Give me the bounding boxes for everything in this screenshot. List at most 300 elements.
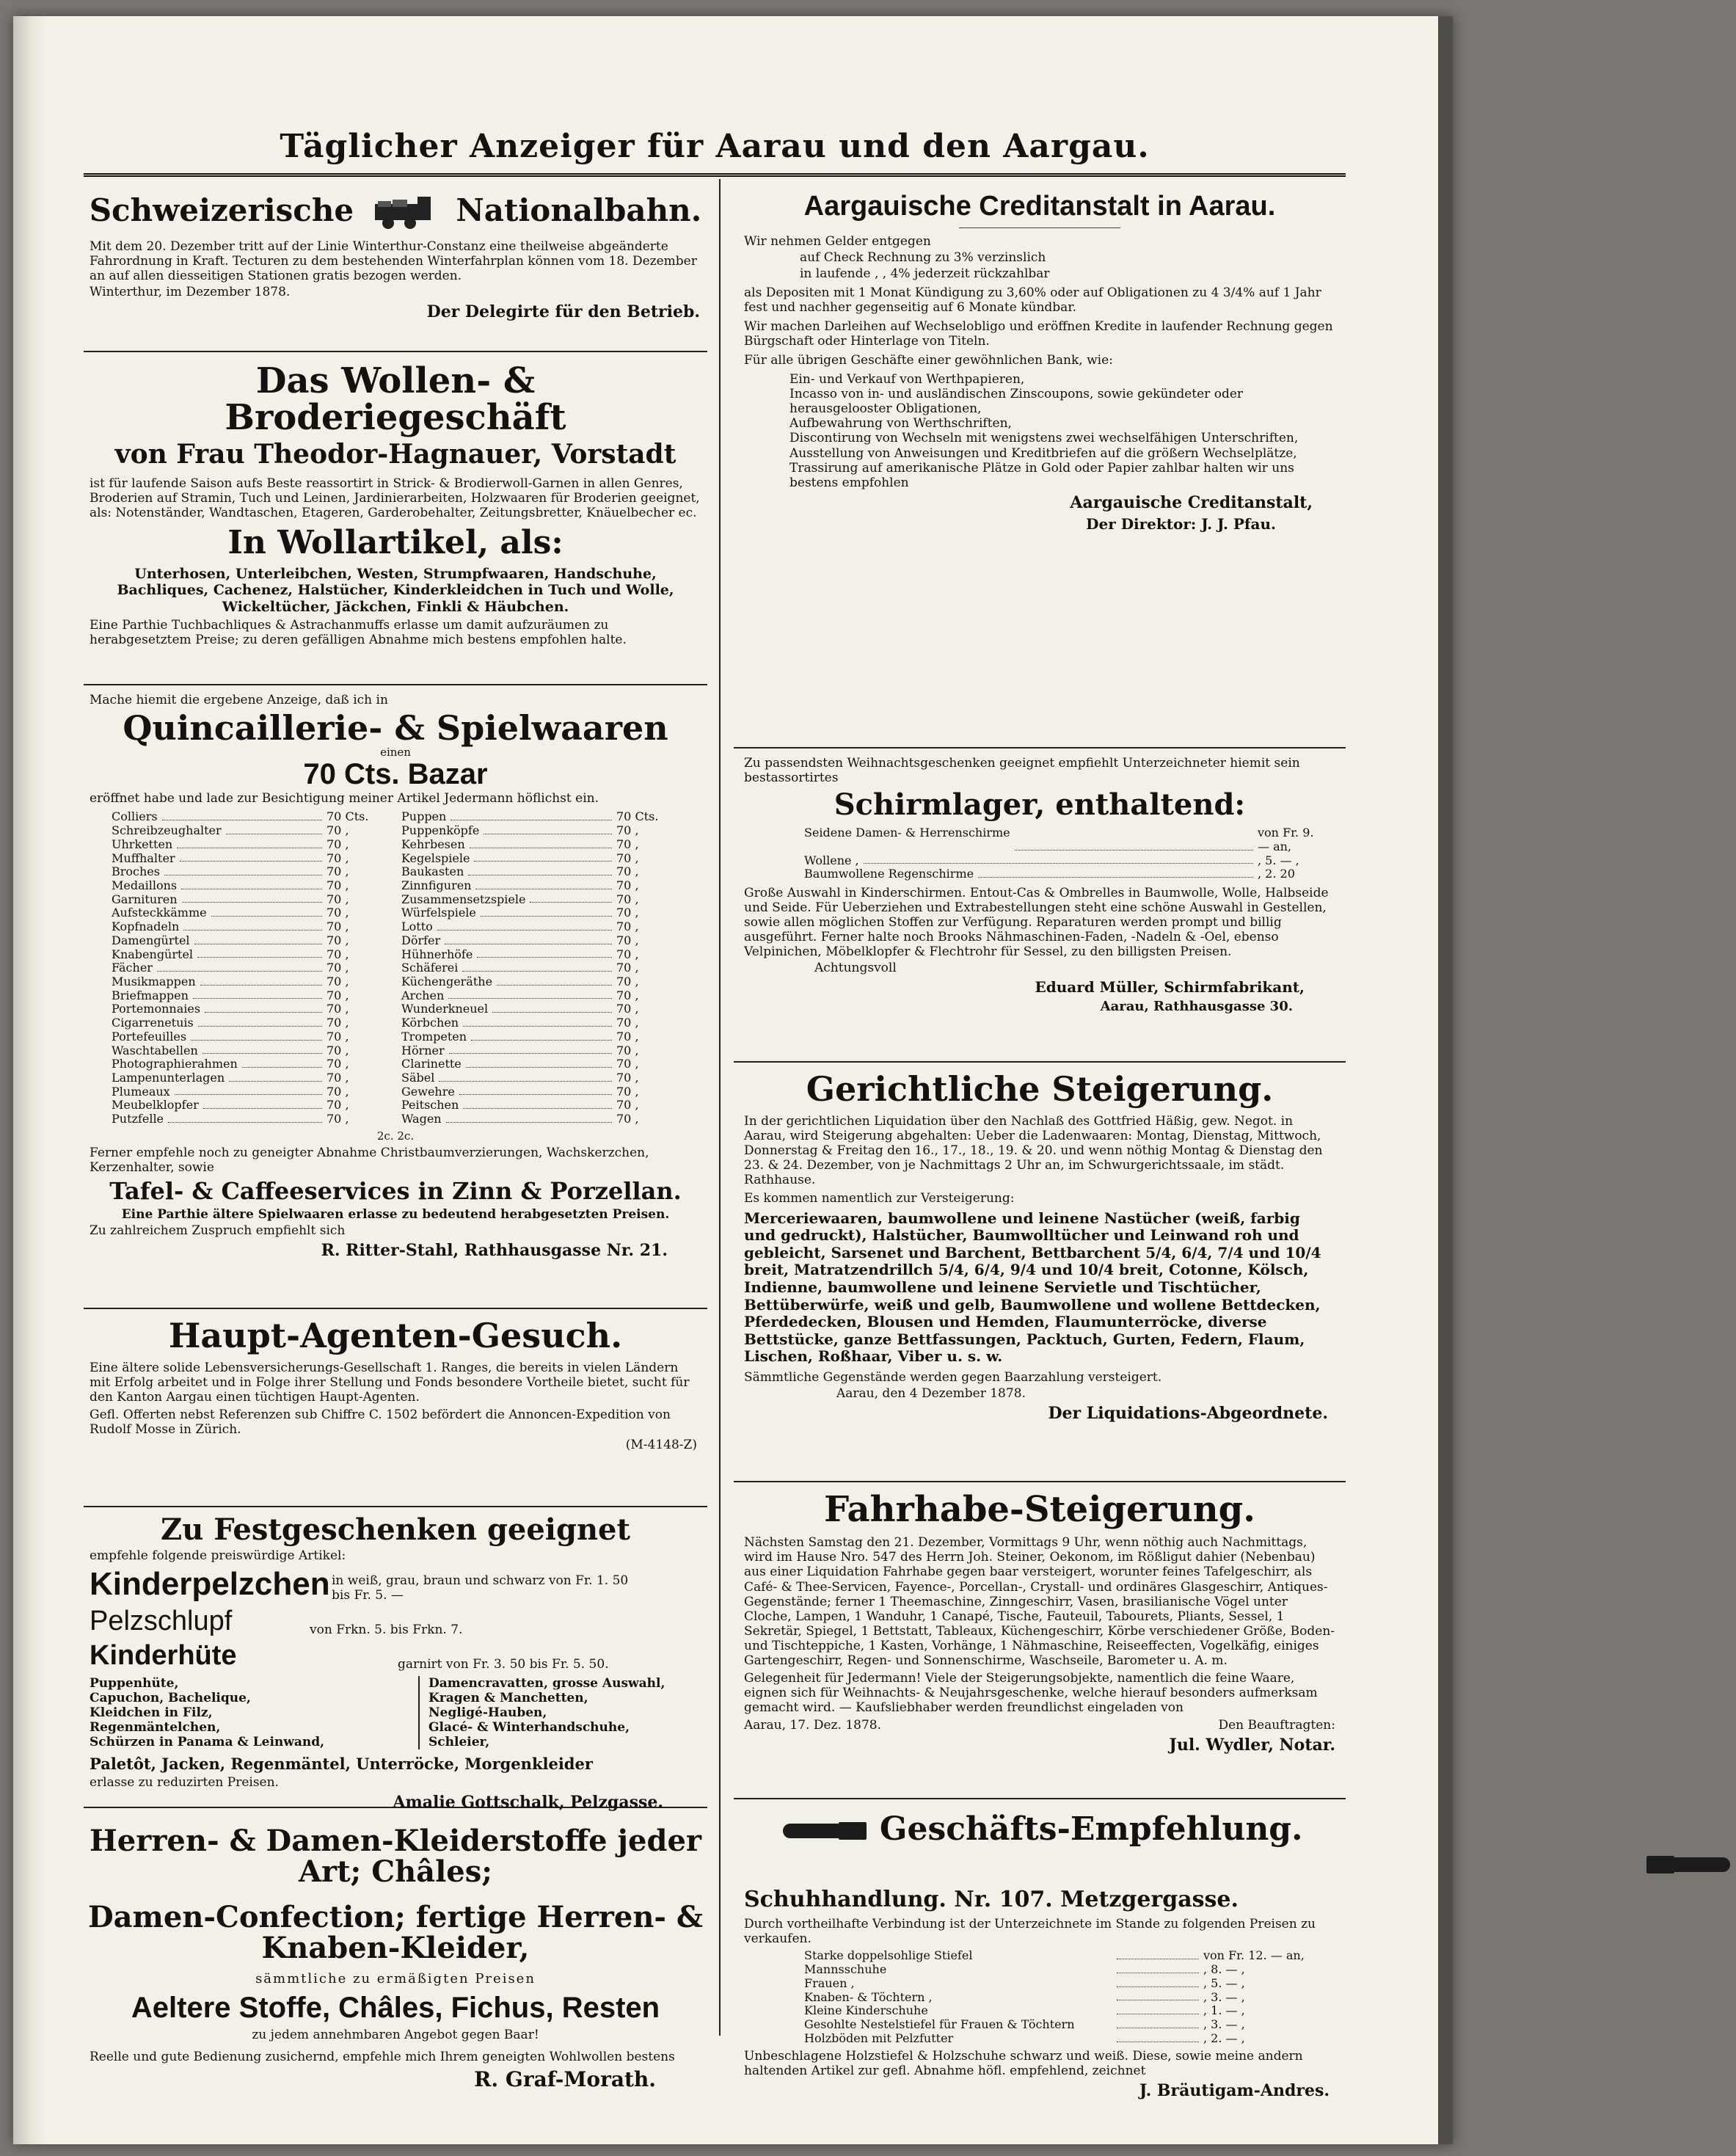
bazaar-right-item-name: Archen (401, 988, 445, 1002)
shoe-dot-leader (1117, 1963, 1199, 1973)
bazaar-left-item-dot-leader (194, 934, 322, 944)
shoe-item-price: von Fr. 12. — an, (1203, 1948, 1305, 1963)
bazaar-left-item-name: Portefeuilles (112, 1029, 187, 1044)
court-title: Gerichtliche Steigerung. (806, 1069, 1274, 1109)
gift-left-item: Schürzen in Panama & Leinwand, (90, 1735, 325, 1750)
bazaar-right-item-name: Wagen (401, 1112, 442, 1126)
railway-text: Mit dem 20. Dezember tritt auf der Linie Winterthur-Constanz eine theilweise abgeänderte Fahrordnung in Kraft. Tecturen zu dem bestehenden Winterfahrplan können vom 18. Dezember an auf allen diesseitigen Stationen gratis bezogen werden. (90, 239, 697, 284)
bazaar-left-item-dot-leader (211, 906, 322, 917)
auction-agent: Den Beauftragten: (1218, 1717, 1335, 1733)
bazaar-left-item-price: 70 , (327, 1084, 349, 1099)
umbrella-item-price: , 5. — , (1258, 853, 1299, 867)
bazaar-right-item-name: Küchengeräthe (401, 975, 493, 989)
bazaar-left-item-price: 70 , (327, 933, 349, 947)
shoe-item-name: Gesohlte Nestelstiefel für Frauen & Töchtern (804, 2017, 1075, 2032)
bazaar-right-item-name: Baukasten (401, 864, 464, 879)
fabric-ad (84, 1808, 707, 2144)
gift-item-row-2 (90, 1606, 701, 1637)
bazaar-left-item-price: 70 , (327, 906, 349, 920)
bazaar-einen: einen (380, 746, 411, 760)
bazaar-left-item-price: 70 , (327, 988, 349, 1002)
bazaar-left-item-dot-leader (183, 920, 322, 930)
bazaar-left-item-price: 70 Cts. (327, 809, 369, 824)
bazaar-right-item-name: Trompeten (401, 1029, 467, 1044)
shoe-item-name: Knaben- & Töchtern , (804, 1989, 933, 2004)
railway-sign: Der Delegirte für den Betrieb. (426, 302, 700, 322)
gifts-intro: empfehle folgende preiswürdige Artikel: (90, 1548, 346, 1563)
umbrella-item-dot-leader (1015, 826, 1253, 850)
umbrella-regards: Achtungsvoll (814, 961, 897, 976)
newspaper-page (13, 16, 1453, 2144)
gift-item-row-3 (90, 1640, 701, 1672)
bazaar-left-item-dot-leader (175, 1085, 322, 1096)
bazaar-right-item-row (401, 906, 678, 920)
gifts-item2-text: von Frkn. 5. bis Frkn. 7. (310, 1623, 463, 1637)
shoe-dot-leader (1117, 1977, 1199, 1987)
bazaar-left-item-price: 70 , (327, 919, 349, 934)
umbrella-sign1: Eduard Müller, Schirmfabrikant, (1035, 978, 1305, 997)
bazaar-left-item-dot-leader (242, 1057, 322, 1068)
bazaar-right-item-row (401, 810, 678, 824)
bazaar-left-item-price: 70 , (327, 961, 349, 975)
bazaar-right-item-dot-leader (439, 1071, 612, 1082)
gifts-item1: Kinderpelzchen (90, 1566, 330, 1603)
bank-ad (734, 182, 1346, 749)
bazaar-text: Ferner empfehle noch zu geneigter Abnahme Christbaumverzierungen, Wachskerzchen, Kerzenhalter, sowie (90, 1145, 649, 1175)
umbrella-price-list (804, 826, 1319, 881)
court-text3: Sämmtliche Gegenstände werden gegen Baarzahlung versteigert. (744, 1369, 1162, 1385)
bazaar-right-item-dot-leader (459, 1085, 612, 1096)
bazaar-right-item-price: 70 , (616, 906, 639, 920)
bazaar-left-item-dot-leader (182, 893, 322, 903)
bazaar-left-item-name: Cigarrenetuis (112, 1016, 194, 1030)
bazaar-right-item-price: 70 , (616, 864, 639, 879)
bazaar-right-item-name: Körbchen (401, 1016, 459, 1030)
court-text2: Es kommen namentlich zur Versteigerung: (744, 1190, 1015, 1206)
bazaar-left-item-name: Meubelklopfer (112, 1098, 199, 1112)
bazaar-right-item-dot-leader (437, 920, 612, 930)
bazaar-left-item-dot-leader (162, 810, 322, 820)
bazaar-right-item-dot-leader (451, 810, 612, 820)
shoe-item-price: , 3. — , (1203, 2017, 1245, 2032)
auction-sign: Jul. Wydler, Notar. (1169, 1736, 1335, 1755)
bazaar-right-item-name: Zinnfiguren (401, 878, 472, 892)
gifts-lists (90, 1676, 701, 1749)
umbrella-item-row (804, 867, 1319, 881)
bazaar-left-item-dot-leader (168, 1112, 322, 1123)
shoe-dot-leader (1117, 2018, 1199, 2028)
bazaar-left-item-row (112, 989, 388, 1003)
gifts-item3: Kinderhüte (90, 1640, 237, 1672)
bazaar-left-item-row (112, 893, 388, 907)
bazaar-left-item-dot-leader (226, 824, 322, 834)
railway-title-left: Schweizerische (89, 192, 354, 228)
bazaar-right-item-dot-leader (446, 1112, 612, 1123)
bazaar-right-item-dot-leader (463, 1016, 612, 1027)
bazaar-right-item-dot-leader (445, 934, 612, 944)
railway-title (84, 192, 707, 233)
bazaar-left-item-price: 70 , (327, 851, 349, 865)
shoe-item-name: Starke doppelsohlige Stiefel (804, 1948, 973, 1963)
shoe-item-name: Frauen , (804, 1975, 855, 1990)
bazaar-left-item-name: Putzfelle (112, 1112, 164, 1126)
bazaar-left-item-row (112, 1057, 388, 1071)
shoe-item-name: Kleine Kinderschuhe (804, 2003, 928, 2018)
masthead-rule (84, 173, 1346, 177)
bazaar-left-item-dot-leader (157, 961, 322, 972)
auction-text2: Gelegenheit für Jedermann! Viele der Steigerungsobjekte, namentlich die feine Waare, eignen sich für Weihnachts- & Neujahrsgeschenke, welche hierauf besonders aufmerksam gemacht wird. — Kaufsliebhaber werden freundlichst eingeladen von (744, 1670, 1318, 1715)
bazaar-sign: R. Ritter-Stahl, Rathhausgasse Nr. 21. (321, 1240, 668, 1260)
bazaar-right-item-price: 70 , (616, 892, 639, 906)
bazaar-left-item-name: Garnituren (112, 892, 178, 906)
gifts-ad (84, 1507, 707, 1813)
bank-sign2: Der Direktor: J. J. Pfau. (1086, 514, 1276, 533)
pointing-hand-left-icon (777, 1816, 869, 1847)
fabric-sign: R. Graf-Morath. (474, 2067, 656, 2092)
auction-date: Aarau, 17. Dez. 1878. (744, 1717, 881, 1733)
bank-service-item: Trassirung auf amerikanische Plätze in Gold oder Papier zahlbar halten wir uns bestens empfohlen (789, 460, 1294, 490)
shoe-price-row (804, 1963, 1335, 1977)
umbrella-item-name: Seidene Damen- & Herrenschirme (804, 826, 1010, 840)
bazaar-left-item-row (112, 879, 388, 893)
bazaar-left-item-price: 70 , (327, 1029, 349, 1044)
bazaar-right-item-dot-leader (484, 824, 612, 834)
bazaar-left-item-price: 70 , (327, 1112, 349, 1126)
shoe-item-price: , 1. — , (1203, 2003, 1245, 2018)
bazaar-right-item-row (401, 1016, 678, 1030)
bazaar-left-item-dot-leader (193, 989, 322, 999)
bazaar-left-item-price: 70 , (327, 864, 349, 879)
bazaar-right-item-name: Puppen (401, 809, 447, 824)
bazaar-support: Zu zahlreichem Zuspruch empfiehlt sich (90, 1223, 346, 1238)
bazaar-right-item-dot-leader (448, 989, 612, 999)
bazaar-right-item-row (401, 1099, 678, 1112)
bazaar-right-item-row (401, 893, 678, 907)
bazaar-left-item-row (112, 1044, 388, 1058)
bazaar-left-item-name: Lampenunterlagen (112, 1071, 225, 1085)
shoe-price-row (804, 1949, 1335, 1963)
bazaar-right-item-dot-leader (466, 1057, 612, 1068)
bank-rule (959, 227, 1120, 228)
bazaar-right-item-dot-leader (468, 865, 612, 875)
bazaar-left-item-name: Medaillons (112, 878, 178, 892)
bazaar-left-item-row (112, 1071, 388, 1085)
bank-service-item: Ein- und Verkauf von Werthpapieren, (789, 372, 1025, 387)
bazaar-left-item-name: Uhrketten (112, 837, 173, 851)
bazaar-left-item-row (112, 810, 388, 824)
bazaar-right-item-price: 70 , (616, 1084, 639, 1099)
bazaar-left-item-row (112, 1016, 388, 1030)
fabric-line1: Herren- & Damen-Kleiderstoffe jeder Art; Châles; (90, 1824, 701, 1889)
bazaar-left-item-row (112, 920, 388, 934)
bazaar-left-item-price: 70 , (327, 878, 349, 892)
bazaar-right-item-row (401, 852, 678, 866)
gifts-sign: Amalie Gottschalk, Pelzgasse. (393, 1793, 663, 1813)
bazaar-right-item-dot-leader (475, 879, 612, 889)
bazaar-right-item-row (401, 948, 678, 962)
bazaar-right-item-name: Wunderkneuel (401, 1002, 489, 1016)
bazaar-left-item-name: Plumeaux (112, 1084, 170, 1099)
bazaar-left-item-price: 70 , (327, 975, 349, 989)
bazaar-left-item-price: 70 , (327, 1016, 349, 1030)
gifts-line: Paletôt, Jacken, Regenmäntel, Unterröcke, Morgenkleider (90, 1755, 593, 1774)
agent-ad (84, 1309, 707, 1507)
wool-items: Unterhosen, Unterleibchen, Westen, Strumpfwaaren, Handschuhe, Bachliques, Cachenez, Halstücher, Kinderkleidchen in Tuch und Wolle, Wickeltücher, Jäckchen, Finkli & Häubchen. (117, 565, 674, 615)
wool-text: ist für laufende Saison aufs Beste reassortirt in Strick- & Brodierwoll-Garnen in allen Genres, Broderien auf Stramin, Tuch und Leinen, Jardinierarbeiten, Holzwaaren für Broderien geeignet, als: Notenständer, Wandtaschen, Etageren, Garderobehalter, Zeitungsbretter, Knäuelbecher ec. (90, 476, 700, 520)
agent-offers: Gefl. Offerten nebst Referenzen sub Chiffre C. 1502 befördert die Annoncen-Expedition von Rudolf Mosse in Zürich. (90, 1407, 671, 1438)
masthead: Täglicher Anzeiger für Aarau und den Aargau. (280, 128, 1150, 165)
bazaar-right-item-row (401, 975, 678, 989)
shoes-title-row (734, 1810, 1346, 1881)
shoes-ad (734, 1799, 1346, 2144)
bazaar-left-item-name: Musikmappen (112, 975, 196, 989)
bazaar-right-item-price: 70 , (616, 1057, 639, 1071)
bazaar-right-item-price: 70 , (616, 851, 639, 865)
bazaar-right-item-name: Lotto (401, 919, 433, 934)
bazaar-left-item-dot-leader (191, 1030, 322, 1041)
gift-right-item: Kragen & Manchetten, (428, 1691, 588, 1706)
bazaar-right-item-row (401, 1002, 678, 1016)
court-text: In der gerichtlichen Liquidation über den Nachlaß des Gottfried Häßig, gew. Negot. in Aarau, wird Steigerung abgehalten: Ueber die Ladenwaaren: Montag, Dienstag, Mittwoch, Donnerstag & Freitag den 16., 17., 18., 19. & 20. und wenn nöthig Montag & Dienstag den 23. & 24. Dezember, von je Nachmittags 2 Uhr an, im Schwurgerichtssaale, im städt. Rathhause. (744, 1114, 1323, 1188)
railway-ad (84, 182, 707, 352)
bazaar-right-item-dot-leader (492, 1002, 612, 1013)
bazaar-left-item-price: 70 , (327, 823, 349, 838)
bazaar-left-item-row (112, 1112, 388, 1126)
umbrella-item-name: Baumwollene Regenschirme (804, 867, 974, 881)
shoes-intro: Durch vortheilhafte Verbindung ist der Unterzeichnete im Stande zu folgenden Preisen zu verkaufen. (744, 1917, 1316, 1947)
umbrella-title: Schirmlager, enthaltend: (834, 787, 1246, 823)
railway-title-right: Nationalbahn. (456, 192, 702, 228)
bazaar-right-item-dot-leader (481, 906, 612, 917)
bazaar-right-item-name: Dörfer (401, 933, 441, 947)
bazaar-left-item-row (112, 1030, 388, 1044)
bazaar-left-item-dot-leader (203, 1099, 322, 1109)
bank-text1: Wir nehmen Gelder entgegen (744, 233, 931, 249)
bazaar-left-item-row (112, 975, 388, 989)
bazaar-right-item-name: Schäferei (401, 961, 459, 975)
left-column (84, 182, 707, 2092)
bazaar-right-item-dot-leader (474, 852, 612, 862)
shoe-price-row (804, 2032, 1335, 2046)
page-binding-edge (1438, 16, 1453, 2144)
bazaar-left-item-price: 70 , (327, 1002, 349, 1016)
bazaar-right-item-price: 70 , (616, 1112, 639, 1126)
bazaar-left-item-row (112, 906, 388, 920)
bazaar-left-item-price: 70 , (327, 1057, 349, 1071)
bazaar-left-item-name: Knabengürtel (112, 947, 194, 961)
shoe-dot-leader (1117, 2032, 1199, 2042)
bazaar-right-item-row (401, 1044, 678, 1058)
bazaar-right-item-price: 70 , (616, 1016, 639, 1030)
bazaar-right-item-row (401, 961, 678, 975)
bazaar-right-item-row (401, 838, 678, 852)
wool-ad (84, 352, 707, 685)
bazaar-left-item-name: Portemonnaies (112, 1002, 201, 1016)
bazaar-title: Quincaillerie- & Spielwaaren (123, 708, 668, 749)
bazaar-right-item-dot-leader (477, 948, 612, 958)
gift-left-item: Kleidchen in Filz, (90, 1705, 213, 1721)
bazaar-right-item-dot-leader (462, 961, 612, 972)
column-rule (719, 179, 721, 2036)
bank-service-item: Discontirung von Wechseln mit wenigstens zwei wechselfähigen Unterschriften, (789, 431, 1299, 446)
bazaar-left-item-price: 70 , (327, 1043, 349, 1057)
bazaar-left-item-row (112, 1099, 388, 1112)
bazaar-right-item-row (401, 934, 678, 948)
bazaar-right-item-row (401, 879, 678, 893)
bazaar-left-item-row (112, 824, 388, 838)
bazaar-left-item-price: 70 , (327, 1098, 349, 1112)
bazaar-right-item-price: 70 Cts. (616, 809, 659, 824)
bazaar-left-item-dot-leader (197, 948, 322, 958)
shoe-dot-leader (1117, 1991, 1199, 2001)
bazaar-right-item-price: 70 , (616, 1029, 639, 1044)
bazaar-right-item-row (401, 1057, 678, 1071)
bazaar-right-item-name: Puppenköpfe (401, 823, 480, 838)
bazaar-left-item-price: 70 , (327, 1071, 349, 1085)
gift-right-item: Schleier, (428, 1735, 490, 1750)
umbrella-item-price: von Fr. 9. — an, (1258, 826, 1314, 853)
bazaar-opened: eröffnet habe und lade zur Besichtigung meiner Artikel Jedermann höflichst ein. (90, 791, 599, 806)
shoe-item-price: , 8. — , (1203, 1962, 1245, 1977)
bazaar-right-item-name: Hühnerhöfe (401, 947, 473, 961)
gifts-left-list (90, 1676, 405, 1749)
bazaar-left-item-dot-leader (164, 865, 322, 875)
bazaar-right-item-row (401, 1085, 678, 1099)
bazaar-left-item-name: Muffhalter (112, 851, 175, 865)
content-area (84, 103, 1346, 2100)
fabric-line5: zu jedem annehmbaren Angebot gegen Baar! (252, 2028, 539, 2042)
gifts-item3-text: garnirt von Fr. 3. 50 bis Fr. 5. 50. (398, 1657, 609, 1672)
shoes-line: Schuhhandlung. Nr. 107. Metzgergasse. (744, 1887, 1239, 1912)
umbrella-item-price: , 2. 20 (1258, 867, 1295, 881)
fabric-line4: Aeltere Stoffe, Châles, Fichus, Resten (131, 1992, 660, 2024)
umbrella-intro: Zu passendsten Weihnachtsgeschenken geeignet empfiehlt Unterzeichneter hiemit sein bestassortirtes (744, 756, 1300, 786)
bazaar-left-item-price: 70 , (327, 837, 349, 851)
umbrella-item-name: Wollene , (804, 853, 859, 867)
bazaar-left-item-name: Broches (112, 864, 160, 879)
shoe-item-name: Holzböden mit Pelzfutter (804, 2031, 954, 2045)
bazaar-right-item-row (401, 989, 678, 1003)
bank-service-item: Ausstellung von Anweisungen und Kreditbriefen auf die größern Wechselplätze, (789, 445, 1297, 461)
bazaar-right-item-price: 70 , (616, 878, 639, 892)
wool-extra: Eine Parthie Tuchbachliques & Astrachanmuffs erlasse um damit aufzuräumen zu herabgesetztem Preise; zu deren gefälligen Abnahme mich bestens empfohlen halte. (90, 618, 627, 648)
bazaar-left-item-name: Fächer (112, 961, 153, 975)
bazaar-right-item-dot-leader (449, 1044, 612, 1055)
umbrella-item-dot-leader (864, 854, 1253, 864)
bazaar-party: Eine Parthie ältere Spielwaaren erlasse zu bedeutend herabgesetzten Preisen. (121, 1206, 670, 1222)
wool-subtitle: von Frau Theodor-Hagnauer, Vorstadt (114, 438, 676, 470)
shoe-price-row (804, 2018, 1335, 2032)
bazaar-right-item-price: 70 , (616, 1098, 639, 1112)
bazaar-left-item-price: 70 , (327, 892, 349, 906)
auction-text: Nächsten Samstag den 21. Dezember, Vormittags 9 Uhr, wenn nöthig auch Nachmittags, wird im Hause Nro. 547 des Herrn Joh. Steiner, Oekonom, im Rößligut dahier (Nebenbau) aus einer Liquidation Fahrhabe gegen baar versteigert, worunter feines Tafelgeschirr, als Café- & Thee-Servicen, Fayence-, Porcellan-, Crystall- und ordinäres Glasgeschirr, Antiques-Gegenstände; ferner 1 Theemaschine, Zinngeschirr, Vasen, brasilianische Vögel unter Cloche, Lampen, 1 Wanduhr, 1 Canapé, Tische, Fauteuil, Tabourets, Pliants, Sessel, 1 Sekretär, Spiegel, 1 Bettstatt, Tableaux, Küchengeschirr, Körbe verschiedener Größe, Boden- und Tischteppiche, 1 Kasten, Vorhänge, 1 Nähmaschine, Reiseeffecten, Vogelkäfig, einiges Gartengeschirr, Regen- und Sonnenschirme, Waschseile, Barometer u. A. m. (744, 1535, 1335, 1668)
bazaar-left-item-row (112, 838, 388, 852)
bazaar-right-item-name: Peitschen (401, 1098, 459, 1112)
bazaar-right-item-price: 70 , (616, 919, 639, 934)
bazaar-ad (84, 685, 707, 1309)
bazaar-right-list (401, 810, 678, 1126)
bazaar-left-item-row (112, 1002, 388, 1016)
bazaar-right-item-row (401, 824, 678, 838)
bazaar-left-item-dot-leader (198, 1016, 322, 1027)
bazaar-right-item-dot-leader (530, 893, 612, 903)
gifts-reduced: erlasse zu reduzirten Preisen. (90, 1775, 279, 1791)
bazaar-left-list (112, 810, 388, 1126)
bazaar-left-item-dot-leader (229, 1071, 322, 1082)
bazaar-right-item-dot-leader (471, 1030, 612, 1041)
bank-sign1: Aargauische Creditanstalt, (1070, 492, 1313, 512)
auction-ad (734, 1482, 1346, 1799)
bazaar-left-item-row (112, 1085, 388, 1099)
train-icon (372, 192, 438, 233)
fabric-line2: Damen-Confection; fertige Herren- & Knaben-Kleider, (87, 1900, 704, 1965)
fabric-line3: sämmtliche zu ermäßigten Preisen (255, 1971, 536, 1986)
bazaar-left-item-name: Schreibzeughalter (112, 823, 222, 838)
umbrella-sign2: Aarau, Rathhausgasse 30. (1100, 999, 1293, 1015)
bazaar-right-item-name: Kehrbesen (401, 837, 465, 851)
bazaar-right-item-price: 70 , (616, 1043, 639, 1057)
shoe-price-row (804, 1977, 1335, 1991)
bazaar-left-item-dot-leader (205, 1002, 322, 1013)
bazaar-right-item-dot-leader (497, 975, 612, 986)
bazaar-left-item-name: Photographierahmen (112, 1057, 238, 1071)
bazaar-etc: 2c. 2c. (376, 1129, 415, 1143)
bazaar-right-item-dot-leader (470, 838, 612, 848)
bazaar-left-item-dot-leader (203, 1044, 322, 1055)
shoe-dot-leader (1117, 2004, 1199, 2014)
bazaar-subtitle: 70 Cts. Bazar (303, 758, 488, 791)
wool-heading: In Wollartikel, als: (227, 523, 564, 561)
bazaar-right-item-name: Clarinette (401, 1057, 462, 1071)
wool-title: Das Wollen- & Broderiegeschäft (225, 360, 566, 439)
bazaar-left-item-name: Kopfnadeln (112, 919, 180, 934)
shoe-dot-leader (1117, 1949, 1199, 1959)
gift-right-item: Damencravatten, grosse Auswahl, (428, 1676, 665, 1691)
bazaar-left-item-name: Waschtabellen (112, 1043, 198, 1057)
bank-service-item: Incasso von in- und ausländischen Zinscoupons, sowie gekündeter oder herausgelooster Obligationen, (789, 387, 1244, 417)
bazaar-right-item-name: Hörner (401, 1043, 445, 1057)
shoe-price-row (804, 2004, 1335, 2018)
bazaar-left-item-row (112, 934, 388, 948)
court-date: Aarau, den 4 Dezember 1878. (836, 1385, 1026, 1401)
gifts-title: Zu Festgeschenken geeignet (161, 1512, 630, 1547)
bazaar-right-item-name: Gewehre (401, 1084, 455, 1099)
bazaar-right-item-name: Säbel (401, 1071, 435, 1085)
court-items: Merceriewaaren, baumwollene und leinene Nastücher (weiß, farbig und gedruckt), Halstücher, Baumwolltücher und Leinwand roh und gebleicht, Sarsenet und Barchent, Bettbarchent 5/4, 6/4, 7/4 und 10/4 breit, Matratzendrillch 5/4, 6/4, 9/4 und 10/4 breit, Cotonne, Kölsch, Indienne, baumwollene und leinene Servietle und Tischtücher, Bettüberwürfe, weiß und gelb, Baumwollene und wollene Bettdecken, Pferdedecken, Blousen und Hemden, Flaumunterröcke, diverse Bettstücke, ganze Bettfassungen, Packtuch, Gurten, Federn, Flaum, Lischen, Roßhaar, Viber u. s. w. (744, 1209, 1321, 1366)
bazaar-right-item-row (401, 1030, 678, 1044)
shoes-text: Unbeschlagene Holzstiefel & Holzschuhe schwarz und weiß. Diese, sowie meine andern haltenden Artikel zur gefl. Abnahme höfl. empfehlend, zeichnet (744, 2048, 1303, 2078)
umbrella-item-dot-leader (978, 867, 1253, 878)
bazaar-right-item-name: Kegelspiele (401, 851, 470, 865)
shoes-sign: J. Bräutigam-Andres. (1139, 2080, 1330, 2100)
bank-text4: als Depositen mit 1 Monat Kündigung zu 3,60% oder auf Obligationen zu 4 3/4% auf 1 Jahr fest und nachher gegenseitig auf 6 Monate kündbar. (744, 285, 1321, 316)
bazaar-right-item-name: Zusammensetzspiele (401, 892, 526, 906)
bazaar-right-item-dot-leader (463, 1099, 612, 1109)
bazaar-left-item-dot-leader (200, 975, 322, 986)
auction-title: Fahrhabe-Steigerung. (824, 1489, 1255, 1530)
gifts-right-list (418, 1676, 701, 1749)
bank-text6: Für alle übrigen Geschäfte einer gewöhnlichen Bank, wie: (744, 353, 1113, 368)
right-column (734, 182, 1346, 2100)
agent-code: (M-4148-Z) (625, 1437, 697, 1452)
bazaar-left-item-row (112, 948, 388, 962)
bazaar-left-item-row (112, 852, 388, 866)
umbrella-item-row (804, 826, 1319, 853)
gifts-item1-text: in weiß, grau, braun und schwarz von Fr. 1. 50 bis Fr. 5. — (332, 1573, 629, 1603)
shoe-item-price: , 3. — , (1203, 1989, 1245, 2004)
bank-title: Aargauische Creditanstalt in Aarau. (803, 191, 1276, 222)
bazaar-right-item-price: 70 , (616, 837, 639, 851)
